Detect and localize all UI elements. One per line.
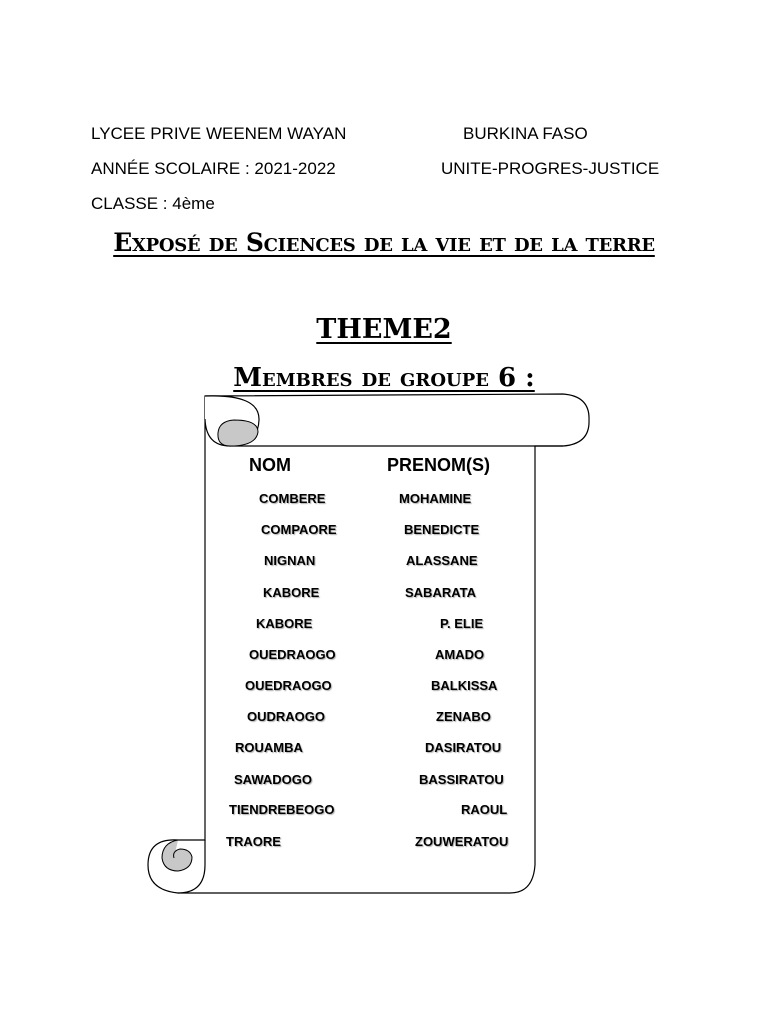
school-year: ANNÉE SCOLAIRE : 2021-2022: [91, 159, 336, 178]
member-nom: OUDRAOGO: [247, 709, 325, 724]
member-prenom: ZOUWERATOU: [415, 834, 509, 849]
country-name: BURKINA FASO: [463, 124, 588, 143]
member-prenom: AMADO: [435, 647, 485, 662]
member-prenom: RAOUL: [461, 802, 508, 817]
school-name: LYCEE PRIVE WEENEM WAYAN: [91, 124, 347, 143]
class-label: CLASSE : 4ème: [91, 194, 215, 213]
member-nom: OUEDRAOGO: [249, 647, 336, 662]
page-title: Exposé de Sciences de la vie et de la terre: [113, 228, 655, 257]
column-header-nom: NOM: [249, 455, 291, 475]
member-nom: TIENDREBEOGO: [229, 802, 335, 817]
member-nom: NIGNAN: [264, 553, 316, 568]
member-prenom: SABARATA: [405, 585, 477, 600]
member-nom: SAWADOGO: [234, 772, 313, 787]
member-prenom: ALASSANE: [406, 553, 478, 568]
member-prenom: DASIRATOU: [425, 740, 502, 755]
member-nom: KABORE: [256, 616, 313, 631]
member-prenom: BASSIRATOU: [419, 772, 504, 787]
member-prenom: BENEDICTE: [404, 522, 480, 537]
national-motto: UNITE-PROGRES-JUSTICE: [441, 159, 660, 178]
column-header-prenom: PRENOM(S): [387, 455, 490, 475]
theme-title: THEME2: [316, 314, 452, 345]
member-nom: TRAORE: [226, 834, 281, 849]
member-prenom: BALKISSA: [431, 678, 498, 693]
member-nom: OUEDRAOGO: [245, 678, 332, 693]
member-prenom: MOHAMINE: [399, 491, 472, 506]
member-nom: ROUAMBA: [235, 740, 303, 755]
member-prenom: P. ELIE: [440, 616, 484, 631]
group-title: Membres de groupe 6 :: [233, 363, 535, 393]
member-nom: COMBERE: [259, 491, 326, 506]
member-prenom: ZENABO: [436, 709, 491, 724]
member-nom: KABORE: [263, 585, 320, 600]
member-nom: COMPAORE: [261, 522, 337, 537]
